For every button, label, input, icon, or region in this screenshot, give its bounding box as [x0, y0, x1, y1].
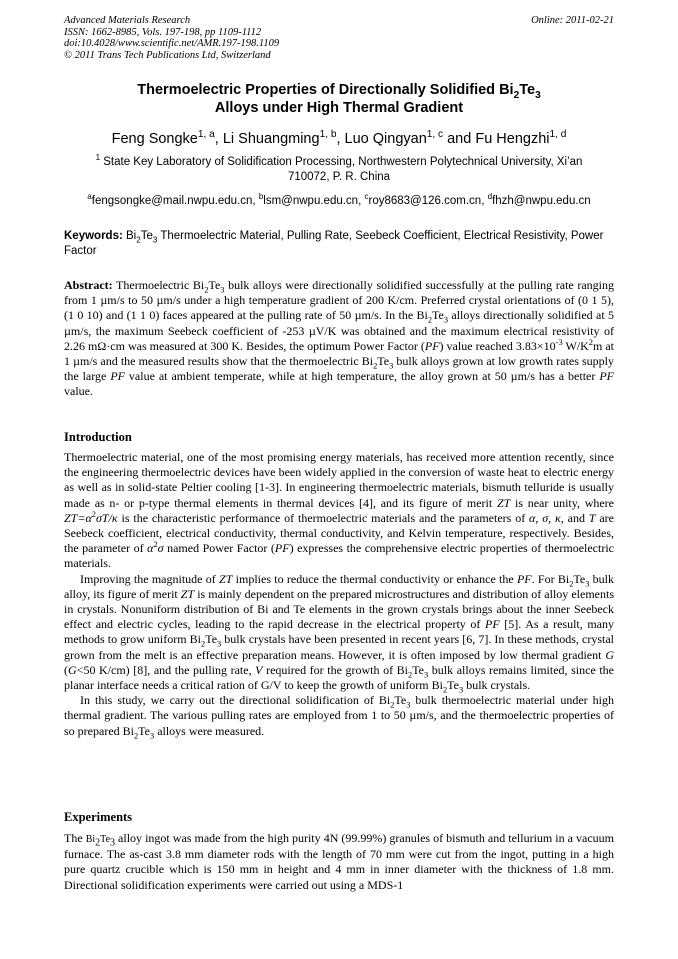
title-line-1: Thermoelectric Properties of Directionally Solidified $Bi_2Te_3$: [137, 82, 541, 101]
journal-name: Advanced Materials Research: [64, 15, 191, 26]
author-emails: $^a$fengsongke@mail.nwpu.edu.cn, $^b$lsm@nwpu.edu.cn, $^c$roy8683@126.com.cn, $^d$fhzh@nwpu.edu.cn: [87, 192, 591, 207]
abstract: Abstract: Thermoelectric $Bi_2Te_3$ bulk alloys were directionally solidified successfully at the pulling rate ranging from 1 µm/s to 50 µm/s under a high temperature gradient of 200 K/cm. Preferred crystal orientations of (0 1 5), (1 0 10) and (1 1 0) faces appeared at the pulling rate of 50 µm/s. In the $Bi_2Te_3$ alloys directionally solidified at 5 µm/s, the maximum Seebeck coefficient of -253 µV/K was obtained and the maximum electrical resistivity of 2.26 mΩ·cm was measured at 300 K. Besides, the optimum Power Factor (PF) value reached $3.83\times 10^{-3}$ $W/K^2m$ at 1 µm/s and the measured results show that the thermoelectric $Bi_2Te_3$ bulk alloys grown at low growth rates supply the large PF value at ambient temperate, while at high temperature, the alloy grown at 50 µm/s has a better PF value.: [64, 278, 615, 399]
email-link[interactable]: $^a$fengsongke@mail.nwpu.edu.cn: [87, 192, 253, 207]
affiliation: $^1$ State Key Laboratory of Solidification Processing, Northwestern Polytechnical University, Xi’an 710072, P. R. China: [95, 153, 583, 183]
experiments-body: [64, 831, 614, 893]
email-link[interactable]: $^c$roy8683@126.com.cn: [364, 192, 482, 207]
title-line-2: Alloys under High Thermal Gradient: [214, 100, 464, 116]
introduction-body: [64, 450, 614, 739]
email-link[interactable]: $^d$fhzh@nwpu.edu.cn: [487, 192, 591, 207]
paragraph: Improving the magnitude of ZT implies to reduce the thermal conductivity or enhance the PF. For $Bi_2Te_3$ bulk alloy, its figure of merit ZT is mainly dependent on the prepared microstructures and distribution of alloy elements in crystals. Nonuniform distribution of Bi and Te elements in the grown crystals brings about the inner Seebeck effect and electric cycles, leading to the rapid decrease in the electrical property of PF [5]. As a result, many methods to grow uniform $Bi_2Te_3$ bulk crystals have been presented in recent years [6, 7]. In these methods, crystal grown from the melt is an effective preparation means. However, it is often imposed by low thermal gradient G (G<50 K/cm) [8], and the pulling rate, V required for the growth of $Bi_2Te_3$ bulk alloys remains limited, since the planar interface needs a critical ration of G/V to keep the growth of uniform $Bi_2Te_3$ bulk crystals.: [64, 571, 615, 695]
keywords-label: Keywords:: [64, 230, 123, 242]
journal-issn: ISSN: 1662-8985, Vols. 197-198, pp 1109-1112: [64, 26, 262, 38]
author: Feng Songke$^{1, a}$,: [111, 129, 223, 147]
email-link[interactable]: $^b$lsm@nwpu.edu.cn: [258, 192, 359, 207]
paragraph: The $Bi_2Te_3$ alloy ingot was made from the high purity 4N (99.99%) granules of bismuth and tellurium in a vacuum furnace. The as-cast 3.8 mm diameter rods with the length of 70 mm were cut from the ingot, putting in a high pure quartz crucible which is 150 mm in height and 4 mm in inner diameter with the thickness of 1.8 mm. Directional solidification experiments were carried out using a MDS-1: [64, 831, 615, 892]
journal-copyright: © 2011 Trans Tech Publications Ltd, Switzerland: [64, 49, 271, 61]
author-list: [64, 130, 614, 148]
author: Luo Qingyan$^{1, c}$ and: [344, 129, 476, 147]
paragraph: Thermoelectric material, one of the most promising energy materials, has received more attention recently, since the engineering thermoelectric devices have been widely applied in the conversion of waste heat to electric energy as well as in solid-state Peltier cooling [1-3]. In engineering thermoelectric materials, bismuth telluride is usually made as n- or p-type thermal elements in thermal devices [4], and its figure of merit ZT is near unity, where $ZT=\alpha^2\sigma T/\kappa$ is the characteristic performance of thermoelectric materials and the parameters of α, σ, κ, and T are Seebeck coefficient, electrical conductivity, thermal conductivity, and Kelvin temperature, respectively. Besides, the parameter of $\alpha^2\sigma$ named Power Factor (PF) expresses the comprehensive electric properties of thermoelectric materials.: [64, 450, 615, 571]
section-heading-introduction: Introduction: [64, 430, 132, 444]
author: Li Shuangming$^{1, b}$,: [222, 129, 345, 147]
section-heading-experiments: Experiments: [64, 810, 133, 824]
journal-header: [64, 15, 279, 61]
journal-doi: doi:10.4028/www.scientific.net/AMR.197-198.1109: [64, 38, 280, 49]
paper-title: [64, 81, 614, 117]
author: Fu Hengzhi$^{1, d}$: [475, 129, 567, 147]
online-date: Online: 2011-02-21: [531, 15, 614, 26]
paragraph: In this study, we carry out the directional solidification of $Bi_2Te_3$ bulk thermoelectric material under high thermal gradient. The various pulling rates are employed from 1 to 50 µm/s, and the thermoelectric properties of so prepared $Bi_2Te_3$ alloys were measured.: [64, 693, 615, 741]
keywords: Keywords: $Bi_2Te_3$ Thermoelectric Material, Pulling Rate, Seebeck Coefficient, Electrical Resistivity, Power Factor: [64, 230, 604, 257]
abstract-label: Abstract:: [64, 278, 113, 292]
